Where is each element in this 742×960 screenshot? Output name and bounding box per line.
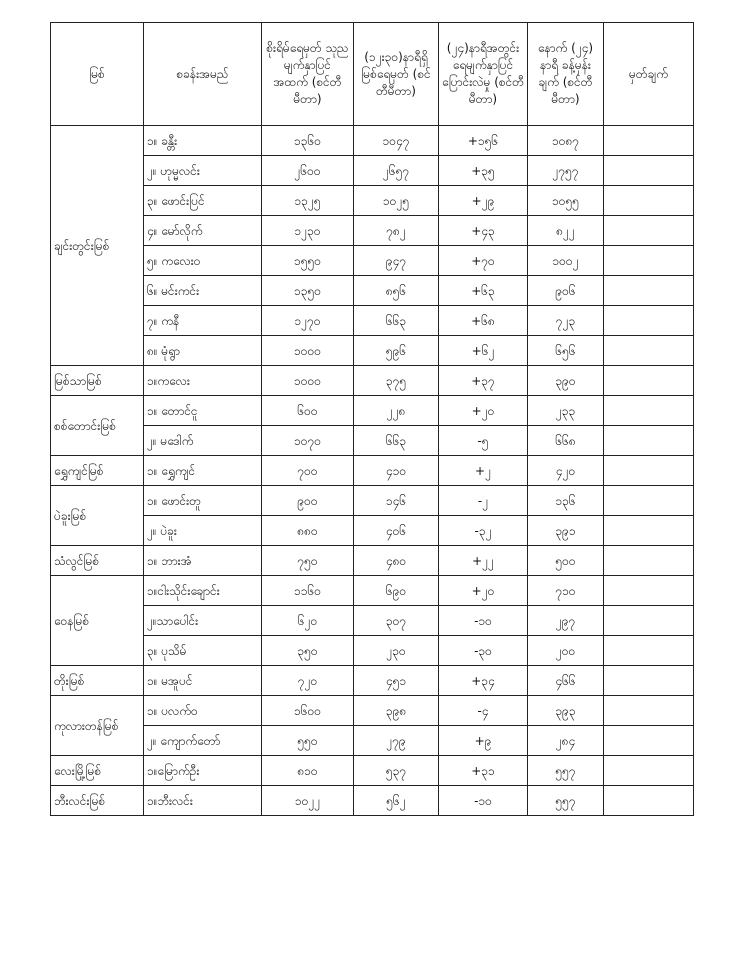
change-cell: -၂	[439, 486, 528, 516]
station-cell: ၂။ မဒေါက်	[144, 426, 262, 456]
table-row	[51, 456, 694, 486]
header-river: မြစ်	[51, 23, 144, 126]
remarks-cell	[604, 186, 694, 216]
current-level-cell: ၇၈၂	[354, 216, 439, 246]
forecast-cell: ၂၉၇	[528, 606, 604, 636]
table-row	[51, 486, 694, 516]
remarks-cell	[604, 726, 694, 756]
change-cell: +၂၀	[439, 576, 528, 606]
danger-level-cell: ၁၀၂၂	[262, 786, 354, 816]
table-row	[51, 696, 694, 726]
remarks-cell	[604, 696, 694, 726]
remarks-cell	[604, 546, 694, 576]
current-level-cell: ၄၈၀	[354, 546, 439, 576]
remarks-cell	[604, 786, 694, 816]
current-level-cell: ၁၄၆	[354, 486, 439, 516]
current-level-cell: ၃၇၅	[354, 366, 439, 396]
station-cell: ၅။ ကလေးဝ	[144, 246, 262, 276]
danger-level-cell: ၆၀၀	[262, 396, 354, 426]
station-cell: ၁။ မအူပင်	[144, 666, 262, 696]
forecast-cell: ၉၀၆	[528, 276, 604, 306]
table-body	[51, 126, 694, 816]
remarks-cell	[604, 456, 694, 486]
current-level-cell: ၂၆၅၇	[354, 156, 439, 186]
change-cell: +၂၂	[439, 546, 528, 576]
danger-level-cell: ၁၃၂၅	[262, 186, 354, 216]
table-row	[51, 156, 694, 186]
table-row	[51, 186, 694, 216]
change-cell: +၃၅	[439, 156, 528, 186]
table-row	[51, 366, 694, 396]
remarks-cell	[604, 126, 694, 156]
station-cell: ၁။ ဖောင်းတူ	[144, 486, 262, 516]
change-cell: +၃၄	[439, 666, 528, 696]
remarks-cell	[604, 606, 694, 636]
change-cell: +၄၃	[439, 216, 528, 246]
station-cell: ၂။ ကျောက်တော်	[144, 726, 262, 756]
table-row	[51, 336, 694, 366]
danger-level-cell: ၉၀၀	[262, 486, 354, 516]
station-cell: ၂။သာပေါင်း	[144, 606, 262, 636]
table-row	[51, 726, 694, 756]
remarks-cell	[604, 276, 694, 306]
current-level-cell: ၄၀၆	[354, 516, 439, 546]
forecast-cell: ၁၀၅၅	[528, 186, 604, 216]
remarks-cell	[604, 756, 694, 786]
danger-level-cell: ၁၃၆၀	[262, 126, 354, 156]
current-level-cell: ၂၂၈	[354, 396, 439, 426]
forecast-cell: ၂၀၀	[528, 636, 604, 666]
table-row	[51, 126, 694, 156]
danger-level-cell: ၇၅၀	[262, 546, 354, 576]
station-cell: ၈။ မုံရွာ	[144, 336, 262, 366]
current-level-cell: ၆၉၀	[354, 576, 439, 606]
table-row	[51, 306, 694, 336]
change-cell: +၆၈	[439, 306, 528, 336]
station-cell: ၁။ကလေး	[144, 366, 262, 396]
forecast-cell: ၃၉၁	[528, 516, 604, 546]
table-row	[51, 576, 694, 606]
station-cell: ၁။ငါးသိုင်းချောင်း	[144, 576, 262, 606]
current-level-cell: ၂၃၀	[354, 636, 439, 666]
danger-level-cell: ၂၆၀၀	[262, 156, 354, 186]
current-level-cell: ၅၃၇	[354, 756, 439, 786]
current-level-cell: ၅၉၆	[354, 336, 439, 366]
danger-level-cell: ၈၁၀	[262, 756, 354, 786]
change-cell: -၃၀	[439, 636, 528, 666]
change-cell: +၂၉	[439, 186, 528, 216]
danger-level-cell: ၁၁၆၀	[262, 576, 354, 606]
station-cell: ၂။ ပဲခူး	[144, 516, 262, 546]
table-row	[51, 516, 694, 546]
danger-level-cell: ၈၈၀	[262, 516, 354, 546]
change-cell: -၁၀	[439, 606, 528, 636]
change-cell: +၉	[439, 726, 528, 756]
river-name-cell: မြစ်သာမြစ်	[51, 366, 144, 396]
river-name-cell: သံလွင်မြစ်	[51, 546, 144, 576]
remarks-cell	[604, 426, 694, 456]
forecast-cell: ၁၃၆	[528, 486, 604, 516]
header-current-level: (၁၂း၃၀)နာရီရှိ မြစ်ရေမှတ် (စင်တီမီတာ)	[354, 23, 439, 126]
remarks-cell	[604, 666, 694, 696]
danger-level-cell: ၁၀၀၀	[262, 336, 354, 366]
station-cell: ၇။ ကနီ	[144, 306, 262, 336]
river-name-cell: ရွှေကျင်မြစ်	[51, 456, 144, 486]
current-level-cell: ၁၀၄၇	[354, 126, 439, 156]
remarks-cell	[604, 246, 694, 276]
forecast-cell: ၈၂၂	[528, 216, 604, 246]
current-level-cell: ၂၇၉	[354, 726, 439, 756]
forecast-cell: ၅၅၇	[528, 756, 604, 786]
change-cell: -၃၂	[439, 516, 528, 546]
forecast-cell: ၄၆၆	[528, 666, 604, 696]
current-level-cell: ၃၀၇	[354, 606, 439, 636]
river-name-cell: ချင်းတွင်းမြစ်	[51, 126, 144, 366]
change-cell: +၃၁	[439, 756, 528, 786]
remarks-cell	[604, 306, 694, 336]
forecast-cell: ၆၅၆	[528, 336, 604, 366]
current-level-cell: ၈၅၆	[354, 276, 439, 306]
current-level-cell: ၉၄၇	[354, 246, 439, 276]
header-row	[51, 23, 694, 126]
change-cell: +၇၀	[439, 246, 528, 276]
remarks-cell	[604, 216, 694, 246]
station-cell: ၁။ ဘားအံ	[144, 546, 262, 576]
change-cell: +၆၂	[439, 336, 528, 366]
remarks-cell	[604, 336, 694, 366]
remarks-cell	[604, 516, 694, 546]
change-cell: -၁၀	[439, 786, 528, 816]
station-cell: ၁။ ခန္တီး	[144, 126, 262, 156]
remarks-cell	[604, 486, 694, 516]
danger-level-cell: ၇၂၀	[262, 666, 354, 696]
current-level-cell: ၆၆၃	[354, 426, 439, 456]
change-cell: -၄	[439, 696, 528, 726]
station-cell: ၁။မြောက်ဦး	[144, 756, 262, 786]
change-cell: +၂	[439, 456, 528, 486]
station-cell: ၁။ ရွှေကျင်	[144, 456, 262, 486]
danger-level-cell: ၁၀၇၀	[262, 426, 354, 456]
current-level-cell: ၅၆၂	[354, 786, 439, 816]
current-level-cell: ၃၉၈	[354, 696, 439, 726]
forecast-cell: ၇၂၃	[528, 306, 604, 336]
remarks-cell	[604, 366, 694, 396]
danger-level-cell: ၁၅၅၀	[262, 246, 354, 276]
table-row	[51, 786, 694, 816]
river-name-cell: ဝေနမြစ်	[51, 576, 144, 666]
forecast-cell: ၃၉၀	[528, 366, 604, 396]
river-name-cell: ကုလားတန်မြစ်	[51, 696, 144, 756]
river-name-cell: ဘီးလင်းမြစ်	[51, 786, 144, 816]
change-cell: -၅	[439, 426, 528, 456]
river-level-table	[50, 22, 694, 816]
header-remarks: မှတ်ချက်	[604, 23, 694, 126]
change-cell: +၆၃	[439, 276, 528, 306]
table-row	[51, 606, 694, 636]
forecast-cell: ၇၁၀	[528, 576, 604, 606]
change-cell: +၁၅၆	[439, 126, 528, 156]
remarks-cell	[604, 576, 694, 606]
header-change-24h: (၂၄)နာရီအတွင်း ရေမျက်နှာပြင် ပြောင်းလဲမှု (စင်တီမီတာ)	[439, 23, 528, 126]
table-row	[51, 426, 694, 456]
forecast-cell: ၂၈၄	[528, 726, 604, 756]
danger-level-cell: ၁၀၀၀	[262, 366, 354, 396]
forecast-cell: ၁၀၈၇	[528, 126, 604, 156]
river-name-cell: လေးမြို့မြစ်	[51, 756, 144, 786]
table-row	[51, 636, 694, 666]
current-level-cell: ၁၀၂၅	[354, 186, 439, 216]
table-row	[51, 756, 694, 786]
remarks-cell	[604, 636, 694, 666]
river-name-cell: ပဲခူးမြစ်	[51, 486, 144, 546]
table-row	[51, 216, 694, 246]
station-cell: ၁။ တောင်ငူ	[144, 396, 262, 426]
forecast-cell: ၂၇၅၇	[528, 156, 604, 186]
station-cell: ၆။ မင်းကင်း	[144, 276, 262, 306]
header-forecast-24h: နောက် (၂၄) နာရီ ခန့်မှန်းချက် (စင်တီမီတာ)	[528, 23, 604, 126]
header-danger-level: စိုးရိမ်ရေမှတ် သုညမျက်နှာပြင် အထက် (စင်တီမီတာ)	[262, 23, 354, 126]
station-cell: ၂။ ဟုမ္မလင်း	[144, 156, 262, 186]
forecast-cell: ၅၅၇	[528, 786, 604, 816]
station-cell: ၃။ ဖောင်းပြင်	[144, 186, 262, 216]
station-cell: ၁။ဘီးလင်း	[144, 786, 262, 816]
remarks-cell	[604, 156, 694, 186]
danger-level-cell: ၆၂၀	[262, 606, 354, 636]
current-level-cell: ၄၁၀	[354, 456, 439, 486]
danger-level-cell: ၁၃၅၀	[262, 276, 354, 306]
change-cell: +၃၇	[439, 366, 528, 396]
table-row	[51, 246, 694, 276]
danger-level-cell: ၁၂၃၀	[262, 216, 354, 246]
danger-level-cell: ၇၀၀	[262, 456, 354, 486]
station-cell: ၃။ ပုသိမ်	[144, 636, 262, 666]
table-row	[51, 276, 694, 306]
change-cell: +၂၀	[439, 396, 528, 426]
station-cell: ၁။ ပလက်ဝ	[144, 696, 262, 726]
table-row	[51, 396, 694, 426]
table-row	[51, 666, 694, 696]
table-row	[51, 546, 694, 576]
danger-level-cell: ၁၂၇၀	[262, 306, 354, 336]
forecast-cell: ၄၂၀	[528, 456, 604, 486]
forecast-cell: ၁၀၀၂	[528, 246, 604, 276]
danger-level-cell: ၅၅၀	[262, 726, 354, 756]
forecast-cell: ၃၉၃	[528, 696, 604, 726]
forecast-cell: ၆၆၈	[528, 426, 604, 456]
station-cell: ၄။ မော်လိုက်	[144, 216, 262, 246]
river-name-cell: တိုးမြစ်	[51, 666, 144, 696]
current-level-cell: ၄၅၁	[354, 666, 439, 696]
river-name-cell: စစ်တောင်းမြစ်	[51, 396, 144, 456]
danger-level-cell: ၃၅၀	[262, 636, 354, 666]
forecast-cell: ၂၃၃	[528, 396, 604, 426]
remarks-cell	[604, 396, 694, 426]
forecast-cell: ၅၀၀	[528, 546, 604, 576]
header-station: စခန်းအမည်	[144, 23, 262, 126]
current-level-cell: ၆၆၃	[354, 306, 439, 336]
danger-level-cell: ၁၆၀၀	[262, 696, 354, 726]
